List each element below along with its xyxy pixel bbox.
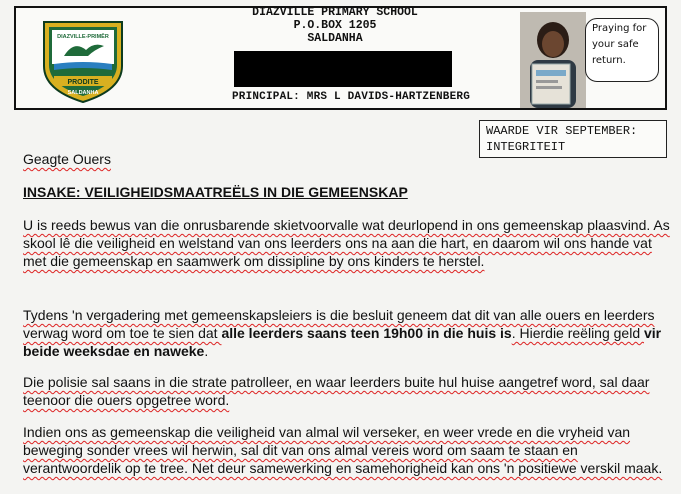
school-address [190, 6, 480, 45]
speech-bubble: Praying for your safe return. [585, 18, 659, 82]
school-po-box: P.O.BOX 1205 [293, 19, 377, 32]
school-town: SALDANHA [307, 32, 363, 45]
salutation: Geagte Ouers [23, 151, 111, 167]
paragraph-1-text: U is reeds bewus van die onrusbarende skietvoorvalle wat deurlopend in ons gemeenskap plaasvind. As skool lê die veiligheid en welstand van ons leerders ons na aan die hart, en daarom wil ons hande vat met die gemeenskap en saamwerk om dissipline by ons kinders te herstel. [23, 217, 670, 269]
value-box-value: INTEGRITEIT [486, 140, 566, 154]
curfew-days: vir beide weeksdae en naweke [23, 325, 662, 359]
paragraph-2-end: . [204, 343, 209, 359]
value-of-month-box [479, 120, 667, 158]
value-box-title: WAARDE VIR SEPTEMBER: [486, 124, 638, 138]
paragraph-3-text: Die polisie sal saans in die strate patrolleer, en waar leerders buite hul huise aangetref word, sal daar teenoor die ouers opgetree word. [23, 374, 650, 408]
paragraph-2-start: Tydens 'n vergadering met gemeenskapsleiers is die besluit geneem dat dit van alle ouers en leerders verwag word om toe te sien dat [23, 307, 655, 341]
school-crest-logo [40, 18, 126, 104]
crest-bottom-text: SALDANHA [67, 90, 99, 96]
paragraph-4-text: Indien ons as gemeenskap die veiligheid van almal wil verseker, en weer vrede en die vryheid van beweging sonder vrees wil herwin, sal dit van ons almal vereis word om saam te staan en verantwoordelik op te tree. Net deur samewerking en samehorigheid kan ons 'n positiewe verskil maak. [23, 424, 663, 476]
paragraph-4 [23, 423, 673, 477]
paragraph-1 [23, 216, 673, 270]
paragraph-3 [23, 373, 673, 409]
paragraph-2-mid: . Hierdie reëling geld [511, 325, 644, 341]
crest-top-text: DIAZVILLE-PRIMÊR [57, 34, 109, 40]
redacted-block [234, 51, 452, 87]
student-photo [520, 12, 586, 108]
crest-motto: PRODITE [67, 79, 99, 86]
letter-subject: INSAKE: VEILIGHEIDSMAATREËLS IN DIE GEMEENSKAP [23, 184, 408, 200]
paragraph-2 [23, 306, 673, 360]
curfew-time: alle leerders saans teen 19h00 in die huis is [221, 325, 512, 341]
principal-name: PRINCIPAL: MRS L DAVIDS-HARTZENBERG [231, 91, 471, 103]
school-name: DIAZVILLE PRIMARY SCHOOL [252, 6, 418, 19]
